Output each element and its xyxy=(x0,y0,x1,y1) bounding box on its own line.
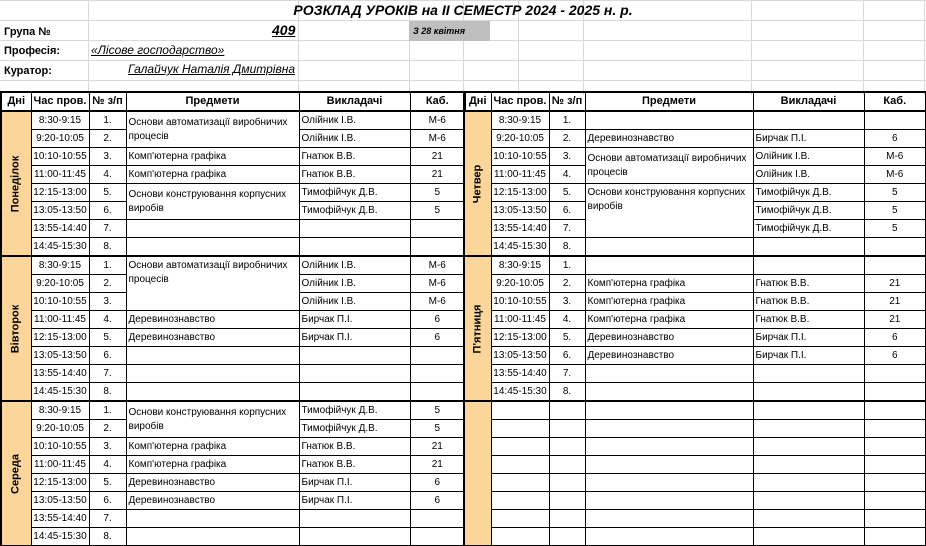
room-cell: 6 xyxy=(410,492,465,510)
room-cell: 6 xyxy=(410,474,465,492)
time-cell xyxy=(491,510,549,528)
col-teacher-header: Викладачі xyxy=(753,92,864,111)
teacher-cell: Олійник І.В. xyxy=(753,166,864,184)
teacher-cell: Олійник І.В. xyxy=(753,148,864,166)
time-cell: 8:30-9:15 xyxy=(31,256,89,275)
room-cell: М-6 xyxy=(410,275,465,293)
time-cell: 10:10-10:55 xyxy=(31,293,89,311)
subject-cell xyxy=(126,528,299,546)
time-cell: 9:20-10:05 xyxy=(31,275,89,293)
time-cell: 11:00-11:45 xyxy=(31,166,89,184)
day-thursday: Четвер xyxy=(464,111,491,256)
subject-cell xyxy=(585,383,753,402)
room-cell: М-6 xyxy=(410,256,465,275)
teacher-cell: Гнатюк В.В. xyxy=(299,148,410,166)
time-cell: 8:30-9:15 xyxy=(491,256,549,275)
room-cell: 5 xyxy=(410,202,465,220)
teacher-cell xyxy=(753,401,864,420)
teacher-cell: Олійник І.В. xyxy=(299,275,410,293)
teacher-cell: Олійник І.В. xyxy=(299,256,410,275)
lesson-number: 4. xyxy=(549,166,585,184)
teacher-cell: Бирчак П.І. xyxy=(299,492,410,510)
room-cell xyxy=(864,510,926,528)
lesson-number: 7. xyxy=(549,365,585,383)
subject-cell: Деревинознавство xyxy=(585,329,753,347)
room-cell xyxy=(864,420,926,438)
lesson-number xyxy=(549,420,585,438)
time-cell: 13:05-13:50 xyxy=(491,347,549,365)
lesson-number: 2. xyxy=(89,420,126,438)
time-cell: 9:20-10:05 xyxy=(31,420,89,438)
time-cell xyxy=(491,492,549,510)
col-day-header: Дні xyxy=(464,92,491,111)
subject-cell: Деревинознавство xyxy=(126,311,299,329)
time-cell: 10:10-10:55 xyxy=(491,293,549,311)
room-cell xyxy=(864,492,926,510)
lesson-number: 6. xyxy=(89,492,126,510)
teacher-cell xyxy=(753,365,864,383)
time-cell: 13:05-13:50 xyxy=(491,202,549,220)
lesson-number: 1. xyxy=(89,111,126,130)
time-cell: 13:05-13:50 xyxy=(31,347,89,365)
room-cell xyxy=(410,220,465,238)
col-time-header: Час пров. xyxy=(31,92,89,111)
schedule-right xyxy=(463,91,926,546)
teacher-cell: Тимофійчук Д.В. xyxy=(299,184,410,202)
lesson-number: 6. xyxy=(89,347,126,365)
subject-cell: Основи конструювання корпусних виробів xyxy=(585,184,753,238)
time-cell: 13:55-14:40 xyxy=(491,365,549,383)
room-cell: 6 xyxy=(410,311,465,329)
room-cell: М-6 xyxy=(410,130,465,148)
subject-cell: Основи автоматизації виробничих процесів xyxy=(585,148,753,184)
lesson-number: 5. xyxy=(89,184,126,202)
subject-cell: Комп'ютерна графіка xyxy=(126,166,299,184)
time-cell: 11:00-11:45 xyxy=(31,456,89,474)
lesson-number: 3. xyxy=(89,148,126,166)
room-cell xyxy=(410,365,465,383)
teacher-cell: Гнатюк В.В. xyxy=(299,166,410,184)
teacher-cell xyxy=(753,492,864,510)
day-wednesday: Середа xyxy=(1,401,31,546)
teacher-cell: Олійник І.В. xyxy=(299,130,410,148)
teacher-cell: Тимофійчук Д.В. xyxy=(299,401,410,420)
lesson-number: 1. xyxy=(549,111,585,130)
schedule-left xyxy=(0,91,466,546)
curator-value: Галайчук Наталія Дмитрівна xyxy=(128,62,296,76)
room-cell: 5 xyxy=(410,401,465,420)
teacher-cell xyxy=(753,111,864,130)
subject-cell: Основи конструювання корпусних виробів xyxy=(126,401,299,438)
col-time-header: Час пров. xyxy=(491,92,549,111)
room-cell xyxy=(410,347,465,365)
room-cell xyxy=(410,238,465,257)
time-cell xyxy=(491,401,549,420)
teacher-cell: Бирчак П.І. xyxy=(753,347,864,365)
time-cell: 14:45-15:30 xyxy=(491,383,549,402)
day-friday: П'ятниця xyxy=(464,256,491,401)
subject-cell xyxy=(585,528,753,546)
lesson-number: 4. xyxy=(89,166,126,184)
room-cell xyxy=(864,528,926,546)
room-cell: 5 xyxy=(410,420,465,438)
lesson-number: 8. xyxy=(549,383,585,402)
subject-cell: Основи автоматизації виробничих процесів xyxy=(126,111,299,148)
time-cell xyxy=(491,456,549,474)
day-tuesday: Вівторок xyxy=(1,256,31,401)
group-value: 409 xyxy=(272,22,296,38)
time-cell: 13:55-14:40 xyxy=(31,510,89,528)
time-cell xyxy=(491,438,549,456)
teacher-cell xyxy=(299,238,410,257)
room-cell xyxy=(410,510,465,528)
time-cell: 14:45-15:30 xyxy=(31,528,89,546)
subject-cell xyxy=(585,510,753,528)
teacher-cell: Гнатюк В.В. xyxy=(299,438,410,456)
time-cell: 13:55-14:40 xyxy=(491,220,549,238)
teacher-cell: Бирчак П.І. xyxy=(753,329,864,347)
time-cell: 8:30-9:15 xyxy=(31,111,89,130)
teacher-cell: Тимофійчук Д.В. xyxy=(753,202,864,220)
room-cell: 5 xyxy=(864,202,926,220)
room-cell: М-6 xyxy=(410,293,465,311)
teacher-cell xyxy=(753,474,864,492)
teacher-cell xyxy=(753,510,864,528)
time-cell: 10:10-10:55 xyxy=(491,148,549,166)
lesson-number: 8. xyxy=(89,383,126,402)
date-note: З 28 квітня xyxy=(409,21,490,41)
time-cell: 12:15-13:00 xyxy=(491,184,549,202)
time-cell: 12:15-13:00 xyxy=(31,184,89,202)
time-cell: 10:10-10:55 xyxy=(31,148,89,166)
room-cell: 5 xyxy=(410,184,465,202)
room-cell: 6 xyxy=(864,347,926,365)
teacher-cell: Тимофійчук Д.В. xyxy=(299,420,410,438)
lesson-number: 8. xyxy=(89,528,126,546)
lesson-number: 5. xyxy=(549,184,585,202)
lesson-number: 2. xyxy=(549,275,585,293)
time-cell: 8:30-9:15 xyxy=(31,401,89,420)
teacher-cell xyxy=(753,383,864,402)
lesson-number xyxy=(549,528,585,546)
lesson-number: 5. xyxy=(89,474,126,492)
lesson-number: 3. xyxy=(549,293,585,311)
subject-cell xyxy=(585,438,753,456)
teacher-cell: Гнатюк В.В. xyxy=(753,275,864,293)
teacher-cell: Тимофійчук Д.В. xyxy=(299,202,410,220)
lesson-number xyxy=(549,510,585,528)
room-cell: М-6 xyxy=(864,166,926,184)
time-cell: 11:00-11:45 xyxy=(491,311,549,329)
time-cell: 13:55-14:40 xyxy=(31,220,89,238)
lesson-number: 5. xyxy=(89,329,126,347)
subject-cell xyxy=(585,111,753,130)
profession-value: «Лісове господарство» xyxy=(91,43,225,57)
room-cell: 6 xyxy=(410,329,465,347)
subject-cell: Комп'ютерна графіка xyxy=(126,456,299,474)
lesson-number: 7. xyxy=(89,510,126,528)
lesson-number: 6. xyxy=(549,347,585,365)
subject-cell: Основи автоматизації виробничих процесів xyxy=(126,256,299,311)
time-cell: 11:00-11:45 xyxy=(491,166,549,184)
room-cell: 21 xyxy=(864,275,926,293)
time-cell: 9:20-10:05 xyxy=(491,130,549,148)
subject-cell: Деревинознавство xyxy=(126,492,299,510)
room-cell xyxy=(864,456,926,474)
col-day-header: Дні xyxy=(1,92,31,111)
room-cell: 5 xyxy=(864,220,926,238)
room-cell: 6 xyxy=(864,329,926,347)
subject-cell xyxy=(126,347,299,365)
teacher-cell: Тимофійчук Д.В. xyxy=(753,184,864,202)
teacher-cell: Тимофійчук Д.В. xyxy=(753,220,864,238)
lesson-number: 4. xyxy=(89,456,126,474)
subject-cell: Деревинознавство xyxy=(126,474,299,492)
teacher-cell: Бирчак П.І. xyxy=(299,329,410,347)
subject-cell: Основи конструювання корпусних виробів xyxy=(126,184,299,220)
time-cell xyxy=(491,528,549,546)
teacher-cell xyxy=(299,365,410,383)
room-cell xyxy=(864,474,926,492)
lesson-number: 2. xyxy=(549,130,585,148)
col-room-header: Каб. xyxy=(864,92,926,111)
time-cell: 9:20-10:05 xyxy=(31,130,89,148)
teacher-cell: Гнатюк В.В. xyxy=(299,456,410,474)
lesson-number xyxy=(549,474,585,492)
time-cell xyxy=(491,420,549,438)
time-cell: 13:05-13:50 xyxy=(31,492,89,510)
subject-cell: Комп'ютерна графіка xyxy=(585,311,753,329)
teacher-cell xyxy=(753,420,864,438)
time-cell: 13:05-13:50 xyxy=(31,202,89,220)
room-cell xyxy=(864,238,926,257)
room-cell xyxy=(864,365,926,383)
room-cell: 6 xyxy=(864,130,926,148)
time-cell: 14:45-15:30 xyxy=(31,238,89,257)
lesson-number: 1. xyxy=(89,401,126,420)
room-cell xyxy=(410,383,465,402)
subject-cell xyxy=(126,365,299,383)
subject-cell xyxy=(585,420,753,438)
teacher-cell: Гнатюк В.В. xyxy=(753,293,864,311)
lesson-number: 8. xyxy=(89,238,126,257)
teacher-cell: Бирчак П.І. xyxy=(753,130,864,148)
subject-cell xyxy=(585,238,753,257)
time-cell: 12:15-13:00 xyxy=(491,329,549,347)
subject-cell: Комп'ютерна графіка xyxy=(585,293,753,311)
teacher-cell xyxy=(299,528,410,546)
teacher-cell xyxy=(299,220,410,238)
time-cell: 9:20-10:05 xyxy=(491,275,549,293)
room-cell xyxy=(864,256,926,275)
teacher-cell xyxy=(753,256,864,275)
subject-cell: Деревинознавство xyxy=(585,347,753,365)
lesson-number: 5. xyxy=(549,329,585,347)
col-teacher-header: Викладачі xyxy=(299,92,410,111)
lesson-number: 2. xyxy=(89,130,126,148)
teacher-cell xyxy=(299,347,410,365)
lesson-number: 3. xyxy=(89,293,126,311)
room-cell xyxy=(410,528,465,546)
col-subject-header: Предмети xyxy=(585,92,753,111)
lesson-number xyxy=(549,456,585,474)
time-cell: 14:45-15:30 xyxy=(31,383,89,402)
subject-cell xyxy=(126,238,299,257)
time-cell: 12:15-13:00 xyxy=(31,474,89,492)
time-cell: 8:30-9:15 xyxy=(491,111,549,130)
time-cell: 10:10-10:55 xyxy=(31,438,89,456)
lesson-number: 6. xyxy=(549,202,585,220)
subject-cell xyxy=(585,492,753,510)
curator-label: Куратор: xyxy=(4,65,52,77)
teacher-cell xyxy=(753,238,864,257)
lesson-number: 4. xyxy=(549,311,585,329)
lesson-number: 3. xyxy=(89,438,126,456)
time-cell: 13:55-14:40 xyxy=(31,365,89,383)
lesson-number: 1. xyxy=(89,256,126,275)
time-cell: 12:15-13:00 xyxy=(31,329,89,347)
room-cell: М-6 xyxy=(410,111,465,130)
lesson-number: 7. xyxy=(89,220,126,238)
room-cell: 21 xyxy=(410,166,465,184)
room-cell xyxy=(864,438,926,456)
col-num-header: № з/п xyxy=(89,92,126,111)
subject-cell: Комп'ютерна графіка xyxy=(126,148,299,166)
lesson-number: 4. xyxy=(89,311,126,329)
room-cell xyxy=(864,111,926,130)
subject-cell: Комп'ютерна графіка xyxy=(585,275,753,293)
room-cell: 5 xyxy=(864,184,926,202)
subject-cell: Деревинознавство xyxy=(585,130,753,148)
teacher-cell: Олійник І.В. xyxy=(299,111,410,130)
subject-cell xyxy=(585,474,753,492)
lesson-number: 3. xyxy=(549,148,585,166)
lesson-number: 2. xyxy=(89,275,126,293)
teacher-cell xyxy=(753,528,864,546)
teacher-cell: Олійник І.В. xyxy=(299,293,410,311)
subject-cell xyxy=(585,401,753,420)
room-cell xyxy=(864,383,926,402)
subject-cell xyxy=(585,365,753,383)
col-num-header: № з/п xyxy=(549,92,585,111)
lesson-number xyxy=(549,401,585,420)
lesson-number xyxy=(549,492,585,510)
col-subject-header: Предмети xyxy=(126,92,299,111)
teacher-cell xyxy=(299,510,410,528)
lesson-number: 8. xyxy=(549,238,585,257)
room-cell: М-6 xyxy=(864,148,926,166)
teacher-cell: Бирчак П.І. xyxy=(299,311,410,329)
col-room-header: Каб. xyxy=(410,92,465,111)
lesson-number: 6. xyxy=(89,202,126,220)
teacher-cell xyxy=(753,456,864,474)
subject-cell xyxy=(126,510,299,528)
subject-cell xyxy=(585,456,753,474)
time-cell: 11:00-11:45 xyxy=(31,311,89,329)
lesson-number: 1. xyxy=(549,256,585,275)
day-monday: Понеділок xyxy=(1,111,31,256)
teacher-cell: Гнатюк В.В. xyxy=(753,311,864,329)
room-cell xyxy=(864,401,926,420)
subject-cell: Деревинознавство xyxy=(126,329,299,347)
subject-cell: Комп'ютерна графіка xyxy=(126,438,299,456)
lesson-number xyxy=(549,438,585,456)
room-cell: 21 xyxy=(864,311,926,329)
page-title: РОЗКЛАД УРОКІВ на ІІ СЕМЕСТР 2024 - 2025 н. р. xyxy=(293,2,633,18)
room-cell: 21 xyxy=(410,456,465,474)
teacher-cell xyxy=(299,383,410,402)
group-label: Група № xyxy=(4,26,51,38)
subject-cell xyxy=(126,220,299,238)
profession-label: Професія: xyxy=(4,45,61,57)
subject-cell xyxy=(585,256,753,275)
teacher-cell: Бирчак П.І. xyxy=(299,474,410,492)
day-empty xyxy=(464,401,491,546)
room-cell: 21 xyxy=(410,438,465,456)
room-cell: 21 xyxy=(864,293,926,311)
lesson-number: 7. xyxy=(549,220,585,238)
time-cell: 14:45-15:30 xyxy=(491,238,549,257)
lesson-number: 7. xyxy=(89,365,126,383)
subject-cell xyxy=(126,383,299,402)
time-cell xyxy=(491,474,549,492)
teacher-cell xyxy=(753,438,864,456)
room-cell: 21 xyxy=(410,148,465,166)
